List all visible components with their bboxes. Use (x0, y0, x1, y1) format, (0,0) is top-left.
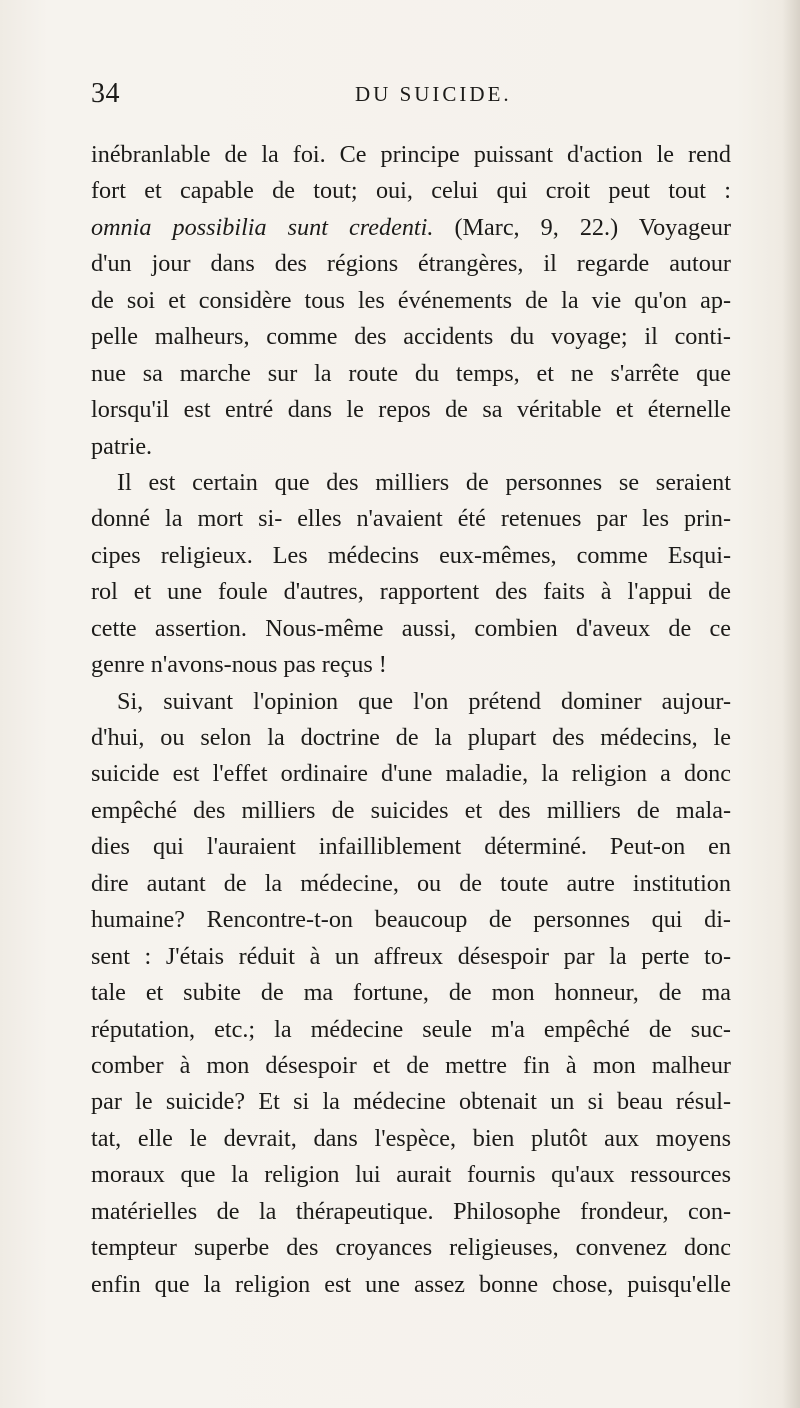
text-line-16: Si, suivant l'opinion que l'on prétend dominer aujour- (117, 687, 731, 715)
text-line-2: fort et capable de tout; oui, celui qui croit peut tout : (91, 177, 731, 205)
text-line-21: dire autant de la médecine, ou de toute autre institution (91, 869, 731, 897)
text-line-1: inébranlable de la foi. Ce principe puissant d'action le rend (91, 141, 731, 168)
text-line-18: suicide est l'effet ordinaire d'une maladie, la religion a donc (91, 760, 731, 788)
text-line-24: tale et subite de ma fortune, de mon honneur, de ma (91, 979, 731, 1007)
latin-quotation: omnia possibilia sunt credenti. (91, 213, 434, 241)
text-line-28: tat, elle le devrait, dans l'espèce, bien plutôt aux moyens (91, 1124, 731, 1152)
text-line-20: dies qui l'auraient infailliblement déterminé. Peut-on en (91, 833, 731, 861)
text-line-30: matérielles de la thérapeutique. Philosophe frondeur, con- (91, 1197, 731, 1225)
body-text (91, 137, 731, 1303)
page-edge-shadow (782, 0, 800, 1408)
text-line-8: lorsqu'il est entré dans le repos de sa véritable et éternelle (91, 396, 731, 424)
page-header (91, 74, 731, 114)
text-line-27: par le suicide? Et si la médecine obtenait un si beau résul- (91, 1088, 731, 1116)
text-line-31: tempteur superbe des croyances religieuses, convenez donc (91, 1234, 731, 1262)
text-line-10: Il est certain que des milliers de personnes se seraient (117, 468, 731, 496)
text-line-23: sent : J'étais réduit à un affreux désespoir par la perte to- (91, 942, 731, 970)
text-line-22: humaine? Rencontre-t-on beaucoup de personnes qui di- (91, 906, 731, 934)
text-line-29: moraux que la religion lui aurait fournis qu'aux ressources (91, 1161, 731, 1189)
text-line-13: rol et une foule d'autres, rapportent des faits à l'appui de (91, 578, 731, 606)
text-line-32: enfin que la religion est une assez bonne chose, puisqu'elle (91, 1270, 731, 1298)
text-line-17: d'hui, ou selon la doctrine de la plupart des médecins, le (91, 724, 731, 751)
text-line-19: empêché des milliers de suicides et des milliers de mala- (91, 796, 731, 824)
text-line-14: cette assertion. Nous-même aussi, combien d'aveux de ce (91, 614, 731, 642)
page-number: 34 (91, 78, 120, 109)
text-line-11: donné la mort si- elles n'avaient été retenues par les prin- (91, 505, 731, 533)
text-line-12: cipes religieux. Les médecins eux-mêmes, comme Esqui- (91, 541, 731, 569)
text-line-25: réputation, etc.; la médecine seule m'a empêché de suc- (91, 1015, 731, 1043)
text-line-3 (91, 210, 731, 246)
text-line-15: genre n'avons-nous pas reçus ! (91, 651, 387, 679)
text-line-4: d'un jour dans des régions étrangères, il regarde autour (91, 250, 731, 278)
text-line-7: nue sa marche sur la route du temps, et ne s'arrête que (91, 359, 731, 387)
text-line-3-rest: (Marc, 9, 22.) Voyageur (433, 213, 731, 241)
text-line-26: comber à mon désespoir et de mettre fin à mon malheur (91, 1051, 731, 1079)
text-line-9: patrie. (91, 432, 153, 460)
running-title: DU SUICIDE. (355, 82, 512, 106)
text-line-5: de soi et considère tous les événements de la vie qu'on ap- (91, 286, 731, 314)
text-line-6: pelle malheurs, comme des accidents du voyage; il conti- (91, 323, 731, 351)
